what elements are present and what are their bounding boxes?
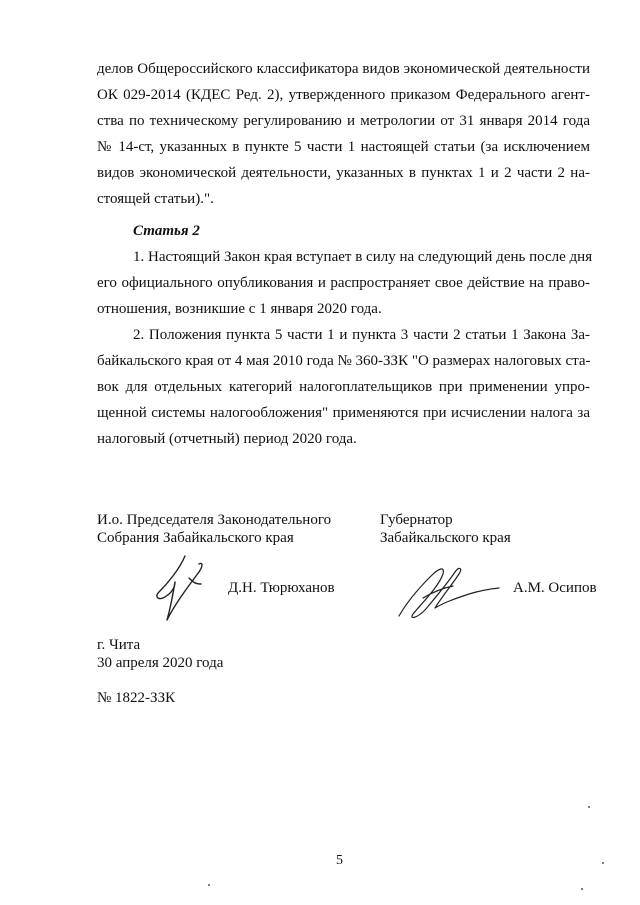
paragraph-line: ОК 029-2014 (КДЕС Ред. 2), утвержденного приказом Федерального агент- — [97, 87, 590, 103]
clause-2-line: вок для отдельных категорий налогоплательщиков при применении упро- — [97, 379, 590, 395]
right-signature-icon — [393, 558, 503, 628]
law-number: № 1822-ЗЗК — [97, 690, 176, 706]
left-signatory-name: Д.Н. Тюрюханов — [228, 580, 335, 596]
article-heading: Статья 2 — [133, 223, 200, 239]
clause-1-line: его официального опубликования и распространяет свое действие на право- — [97, 275, 590, 291]
scan-speck — [581, 888, 583, 890]
scan-speck — [208, 884, 210, 886]
clause-2-line: налоговый (отчетный) период 2020 года. — [97, 431, 357, 447]
clause-2-line: щенной системы налогообложения" применяются при исчислении налога за — [97, 405, 590, 421]
paragraph-line: ства по техническому регулированию и метрологии от 31 января 2014 года — [97, 113, 590, 129]
paragraph-line: делов Общероссийского классификатора видов экономической деятельности — [97, 61, 590, 77]
date: 30 апреля 2020 года — [97, 655, 224, 671]
left-signatory-title: И.о. Председателя Законодательного — [97, 512, 332, 528]
right-signatory-title: Забайкальского края — [380, 530, 511, 546]
place: г. Чита — [97, 637, 141, 653]
right-signatory-title: Губернатор — [380, 512, 453, 528]
clause-1-line: 1. Настоящий Закон края вступает в силу на следующий день после дня — [133, 249, 593, 265]
scan-speck — [602, 862, 604, 864]
left-signature-icon — [145, 548, 225, 628]
right-signatory-name: А.М. Осипов — [513, 580, 597, 596]
paragraph-line: видов экономической деятельности, указанных в пунктах 1 и 2 части 2 на- — [97, 165, 590, 181]
page-number: 5 — [336, 853, 343, 868]
clause-1-line: отношения, возникшие с 1 января 2020 года. — [97, 301, 382, 317]
paragraph-line: стоящей статьи).". — [97, 191, 214, 207]
paragraph-line: № 14-ст, указанных в пункте 5 части 1 настоящей статьи (за исключением — [97, 139, 590, 155]
left-signatory-title: Собрания Забайкальского края — [97, 530, 294, 546]
scan-speck — [588, 806, 590, 808]
clause-2-line: байкальского края от 4 мая 2010 года № 360-ЗЗК "О размерах налоговых ста- — [97, 353, 591, 369]
clause-2-line: 2. Положения пункта 5 части 1 и пункта 3 части 2 статьи 1 Закона За- — [133, 327, 590, 343]
